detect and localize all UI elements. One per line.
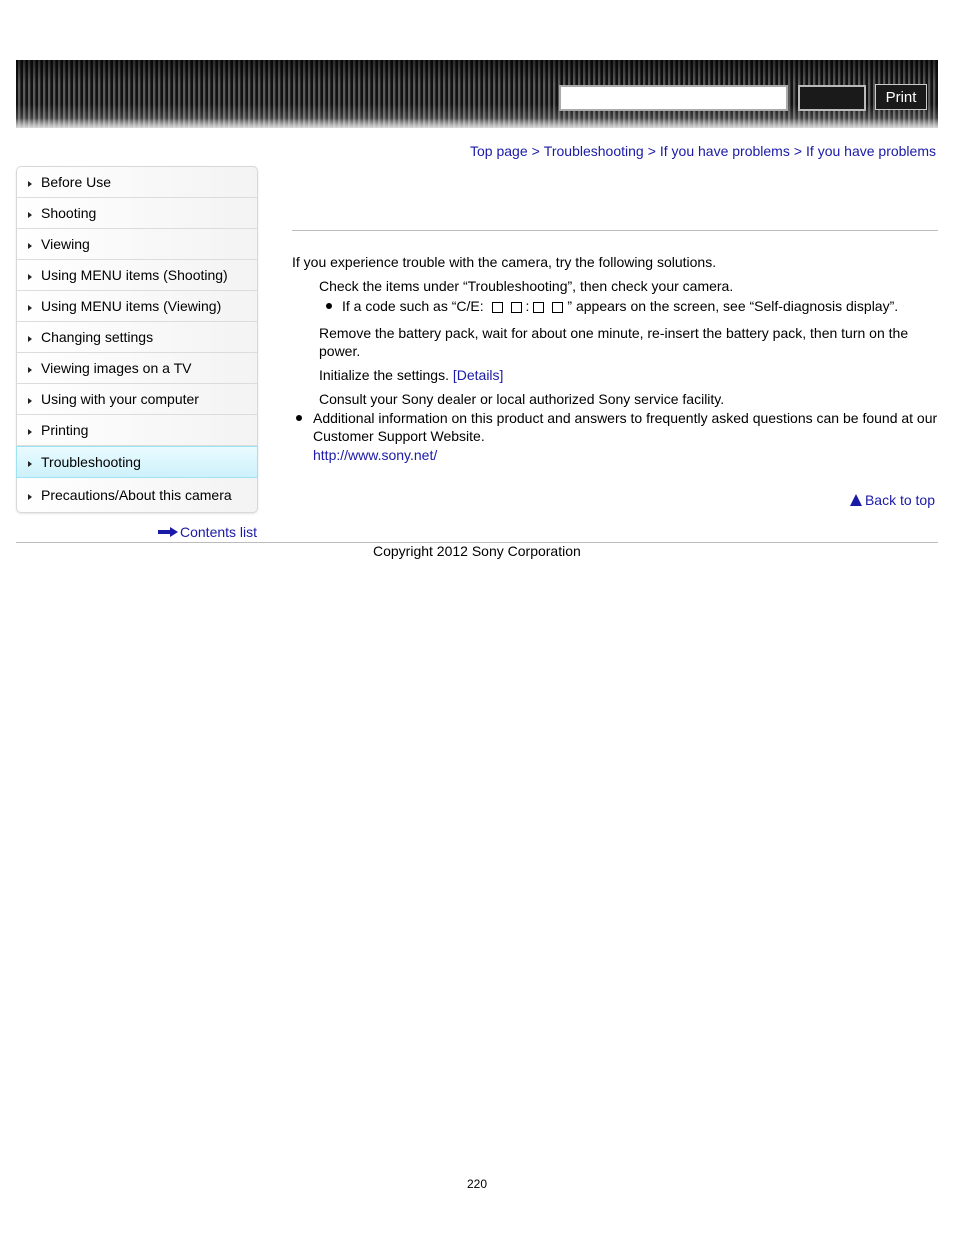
sidebar-item-label: Changing settings	[41, 329, 154, 345]
code-bullet-suffix: ” appears on the screen, see “Self-diagnosis display”.	[567, 298, 899, 314]
step-initialize-text: Initialize the settings.	[319, 367, 449, 383]
bullet-icon	[326, 303, 332, 309]
triangle-right-icon	[28, 367, 32, 373]
breadcrumb-if-you-have-problems[interactable]: If you have problems	[659, 143, 790, 159]
breadcrumb-separator: >	[531, 143, 540, 159]
bullet-icon	[296, 415, 302, 421]
back-to-top-link[interactable]	[850, 492, 935, 508]
sidebar-item-viewing[interactable]	[17, 229, 257, 260]
contents-list-label: Contents list	[180, 524, 258, 540]
print-button[interactable]: Print	[875, 84, 927, 110]
support-website-link[interactable]: http://www.sony.net/	[313, 447, 438, 463]
sidebar-item-before-use[interactable]	[17, 167, 257, 198]
support-note	[292, 409, 938, 464]
sidebar-item-label: Troubleshooting	[41, 454, 141, 470]
back-to-top-label: Back to top	[864, 492, 935, 508]
triangle-right-icon	[28, 429, 32, 435]
title-divider	[292, 230, 938, 231]
triangle-right-icon	[28, 494, 32, 500]
sidebar-item-label: Using with your computer	[41, 391, 199, 407]
copyright-text: Copyright 2012 Sony Corporation	[373, 543, 581, 559]
sidebar-item-label: Printing	[41, 422, 89, 438]
search-button[interactable]	[798, 85, 866, 111]
sidebar-item-label: Using MENU items (Viewing)	[41, 298, 222, 314]
sidebar-item-troubleshooting[interactable]	[16, 446, 258, 478]
sidebar-item-precautions[interactable]	[17, 478, 257, 512]
breadcrumb-separator: >	[793, 143, 803, 159]
code-bullet-colon: :	[525, 298, 530, 314]
sidebar-item-viewing-on-tv[interactable]	[17, 353, 257, 384]
sidebar-item-label: Viewing images on a TV	[41, 360, 192, 376]
sidebar-item-label: Viewing	[41, 236, 90, 252]
main-content	[292, 253, 938, 464]
page-number: 220	[466, 1177, 488, 1191]
triangle-right-icon	[28, 181, 32, 187]
sidebar-item-menu-viewing[interactable]	[17, 291, 257, 322]
sidebar-item-label: Using MENU items (Shooting)	[41, 267, 228, 283]
code-bullet-prefix: If a code such as “C/E:	[342, 298, 484, 314]
sidebar-item-label: Before Use	[41, 174, 112, 190]
breadcrumb-troubleshooting[interactable]: Troubleshooting	[543, 143, 644, 159]
details-link[interactable]: [Details]	[452, 367, 504, 383]
step-initialize	[292, 366, 938, 384]
sidebar-item-printing[interactable]	[17, 415, 257, 446]
sidebar-item-label: Precautions/About this camera	[41, 487, 232, 503]
placeholder-box-icon	[492, 302, 503, 313]
triangle-up-icon	[850, 494, 862, 506]
step-consult-dealer: Consult your Sony dealer or local authorized Sony service facility.	[319, 391, 725, 407]
breadcrumb-separator: >	[647, 143, 656, 159]
sidebar-item-label: Shooting	[41, 205, 97, 221]
triangle-right-icon	[28, 305, 32, 311]
breadcrumb-top-page[interactable]: Top page	[470, 143, 528, 159]
intro-text: If you experience trouble with the camera, try the following solutions.	[292, 254, 717, 270]
triangle-right-icon	[28, 398, 32, 404]
triangle-right-icon	[28, 336, 32, 342]
step-remove-battery: Remove the battery pack, wait for about one minute, re-insert the battery pack, then turn on the power.	[319, 325, 909, 359]
header-bar	[16, 60, 938, 128]
triangle-right-icon	[28, 212, 32, 218]
placeholder-box-icon	[552, 302, 563, 313]
placeholder-box-icon	[511, 302, 522, 313]
triangle-right-icon	[28, 461, 32, 467]
support-note-text: Additional information on this product and answers to frequently asked questions can be found at our Customer Support Website.	[313, 410, 938, 444]
breadcrumb-current-page[interactable]: If you have problems	[806, 143, 936, 159]
breadcrumb	[470, 143, 936, 159]
contents-list-link[interactable]	[158, 524, 257, 540]
sidebar-item-changing-settings[interactable]	[17, 322, 257, 353]
triangle-right-icon	[28, 274, 32, 280]
search-input[interactable]	[559, 85, 788, 111]
sidebar-item-shooting[interactable]	[17, 198, 257, 229]
step-check-troubleshooting: Check the items under “Troubleshooting”, then check your camera.	[319, 278, 734, 294]
sidebar	[16, 166, 258, 513]
triangle-right-icon	[28, 243, 32, 249]
sidebar-item-menu-shooting[interactable]	[17, 260, 257, 291]
placeholder-box-icon	[533, 302, 544, 313]
sidebar-item-computer[interactable]	[17, 384, 257, 415]
arrow-right-icon	[158, 527, 178, 537]
code-bullet	[292, 297, 938, 315]
